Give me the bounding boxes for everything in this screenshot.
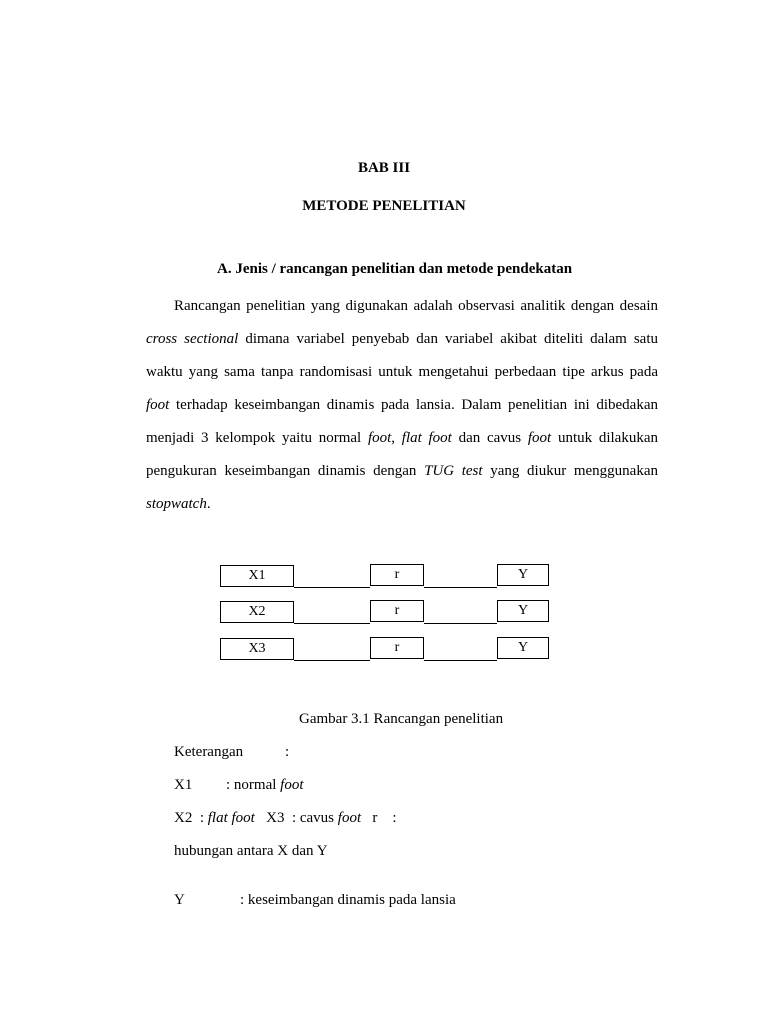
legend-y-desc: : keseimbangan dinamis pada lansia [240,892,456,908]
term-flat-foot: flat foot [401,430,452,446]
legend-r-desc: hubungan antara X dan Y [174,843,328,859]
paragraph-text: dimana variabel penyebab dan variabel akibat diteliti dalam satu [238,331,658,347]
box-y1: Y [497,564,549,586]
connector-line [294,660,370,661]
legend-x1-key: X1 [174,777,193,793]
paragraph-line-5 [146,422,658,455]
legend-italic: flat foot [207,810,255,826]
box-x3: X3 [220,638,294,660]
legend-text: : cavus [291,810,338,826]
term-foot: foot [367,430,392,446]
box-y3: Y [497,637,549,659]
paragraph-line-6 [146,455,658,488]
connector-line [424,623,497,624]
term-cross-sectional: cross sectional [146,331,239,347]
legend-text: : [199,810,208,826]
paragraph-line-3: waktu yang sama tanpa randomisasi untuk mengetahui perbedaan tipe arkus pada [146,364,658,380]
term-stopwatch: stopwatch [146,496,207,512]
body-paragraph [146,290,658,521]
chapter-title: METODE PENELITIAN [302,198,466,214]
paragraph-text: . [206,496,211,512]
section-title: A. Jenis / rancangan penelitian dan metode pendekatan [217,261,573,277]
legend-r-key: r [372,810,378,826]
connector-line [424,660,497,661]
legend-title: Keterangan [174,744,244,760]
box-x1: X1 [220,565,294,587]
legend-combined-line [174,810,397,827]
paragraph-line-2 [146,323,658,356]
paragraph-text: , [391,430,402,446]
box-r3: r [370,637,424,659]
box-y2: Y [497,600,549,622]
connector-line [424,587,497,588]
legend-x1-desc [226,777,304,794]
term-foot: foot [146,397,170,413]
box-x2: X2 [220,601,294,623]
connector-line [294,587,370,588]
legend-x3-key: X3 [266,810,285,826]
chapter-heading: BAB III [357,160,411,176]
box-r1: r [370,564,424,586]
paragraph-text: pengukuran keseimbangan dinamis dengan [146,463,425,479]
legend-italic: foot [280,777,304,793]
connector-line [294,623,370,624]
legend-colon: : [285,744,290,760]
paragraph-line-4 [146,389,658,422]
legend-y-key: Y [174,892,185,908]
paragraph-line-1: Rancangan penelitian yang digunakan adalah observasi analitik dengan desain [174,298,658,314]
figure-caption: Gambar 3.1 Rancangan penelitian [299,711,504,727]
paragraph-text: untuk dilakukan [551,430,659,446]
term-tug-test: TUG test [424,463,483,479]
paragraph-text: menjadi 3 kelompok yaitu normal [146,430,368,446]
legend-italic: foot [337,810,362,826]
paragraph-text: dan cavus [451,430,528,446]
legend-text: : [392,810,397,826]
paragraph-text: yang diukur menggunakan [482,463,658,479]
term-foot: foot [527,430,552,446]
paragraph-line-7 [146,488,658,521]
box-r2: r [370,600,424,622]
paragraph-text: terhadap keseimbangan dinamis pada lansia. Dalam penelitian ini dibedakan [169,397,658,413]
legend-text: : normal [226,777,281,793]
legend-x2-key: X2 [174,810,193,826]
